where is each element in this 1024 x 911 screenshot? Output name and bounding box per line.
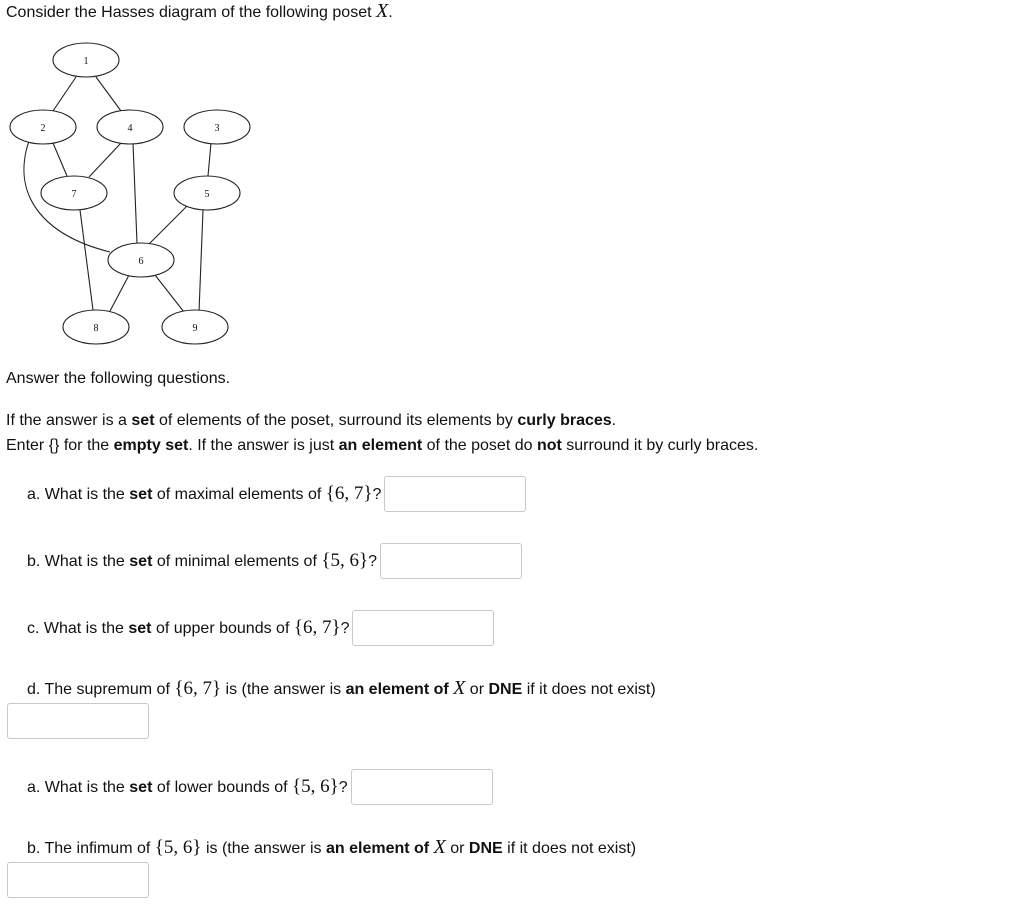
edge-5-6	[149, 206, 187, 244]
hasse-diagram	[7, 39, 255, 348]
node-5-label: 5	[204, 189, 210, 200]
node-7-label: 7	[71, 189, 77, 200]
hasse-diagram-svg	[7, 39, 255, 348]
edge-6-9	[155, 275, 184, 312]
math-set: {5, 6}	[154, 837, 202, 858]
edge-1-2	[53, 77, 76, 111]
edge-7-8	[80, 210, 93, 310]
intro-text: Answer the following questions.	[6, 370, 231, 387]
answer-input-upper-bounds[interactable]	[352, 610, 494, 646]
answer-input-supremum[interactable]	[7, 703, 149, 739]
answer-input-infimum[interactable]	[7, 862, 149, 898]
edge-4-7	[89, 143, 121, 177]
node-4-label: 4	[127, 123, 133, 134]
edge-5-9	[199, 210, 203, 312]
answer-input-maximal[interactable]	[384, 476, 526, 512]
edge-6-8	[110, 275, 129, 311]
question-minimal-elements: b. What is the set of minimal elements of {5, 6}?	[27, 543, 522, 579]
question-infimum: b. The infimum of {5, 6} is (the answer is an element of X or DNE if it does not exist)	[27, 836, 637, 858]
poset-symbol: X	[375, 0, 389, 22]
node-3-label: 3	[214, 123, 220, 134]
question-supremum: d. The supremum of {6, 7} is (the answer is an element of X or DNE if it does not exist)	[27, 677, 656, 699]
question-lower-bounds: a. What is the set of lower bounds of {5, 6}?	[27, 769, 493, 805]
math-set: {5, 6}	[321, 550, 369, 571]
math-set: {5, 6}	[292, 776, 339, 797]
node-1-label: 1	[83, 56, 89, 67]
question-upper-bounds: c. What is the set of upper bounds of {6, 7}?	[27, 610, 494, 646]
edge-2-7	[53, 143, 67, 176]
node-2-label: 2	[40, 123, 46, 134]
math-set: {6, 7}	[293, 617, 341, 638]
edge-1-4	[96, 77, 121, 111]
instructions-line-2: Enter {} for the empty set. If the answer is just an element of the poset do not surround it by curly braces.	[6, 437, 759, 454]
problem-title: Consider the Hasses diagram of the following poset X.	[6, 0, 393, 22]
node-9-label: 9	[192, 323, 198, 334]
node-8-label: 8	[93, 323, 99, 334]
math-set: {6, 7}	[325, 483, 373, 504]
math-set: {6, 7}	[174, 678, 222, 699]
edge-4-6	[133, 143, 137, 243]
instructions-line-1: If the answer is a set of elements of the poset, surround its elements by curly braces.	[6, 412, 617, 429]
answer-input-minimal[interactable]	[380, 543, 522, 579]
edge-3-5	[208, 143, 211, 176]
question-maximal-elements: a. What is the set of maximal elements of {6, 7}?	[27, 476, 526, 512]
node-6-label: 6	[138, 256, 144, 267]
answer-input-lower-bounds[interactable]	[351, 769, 493, 805]
